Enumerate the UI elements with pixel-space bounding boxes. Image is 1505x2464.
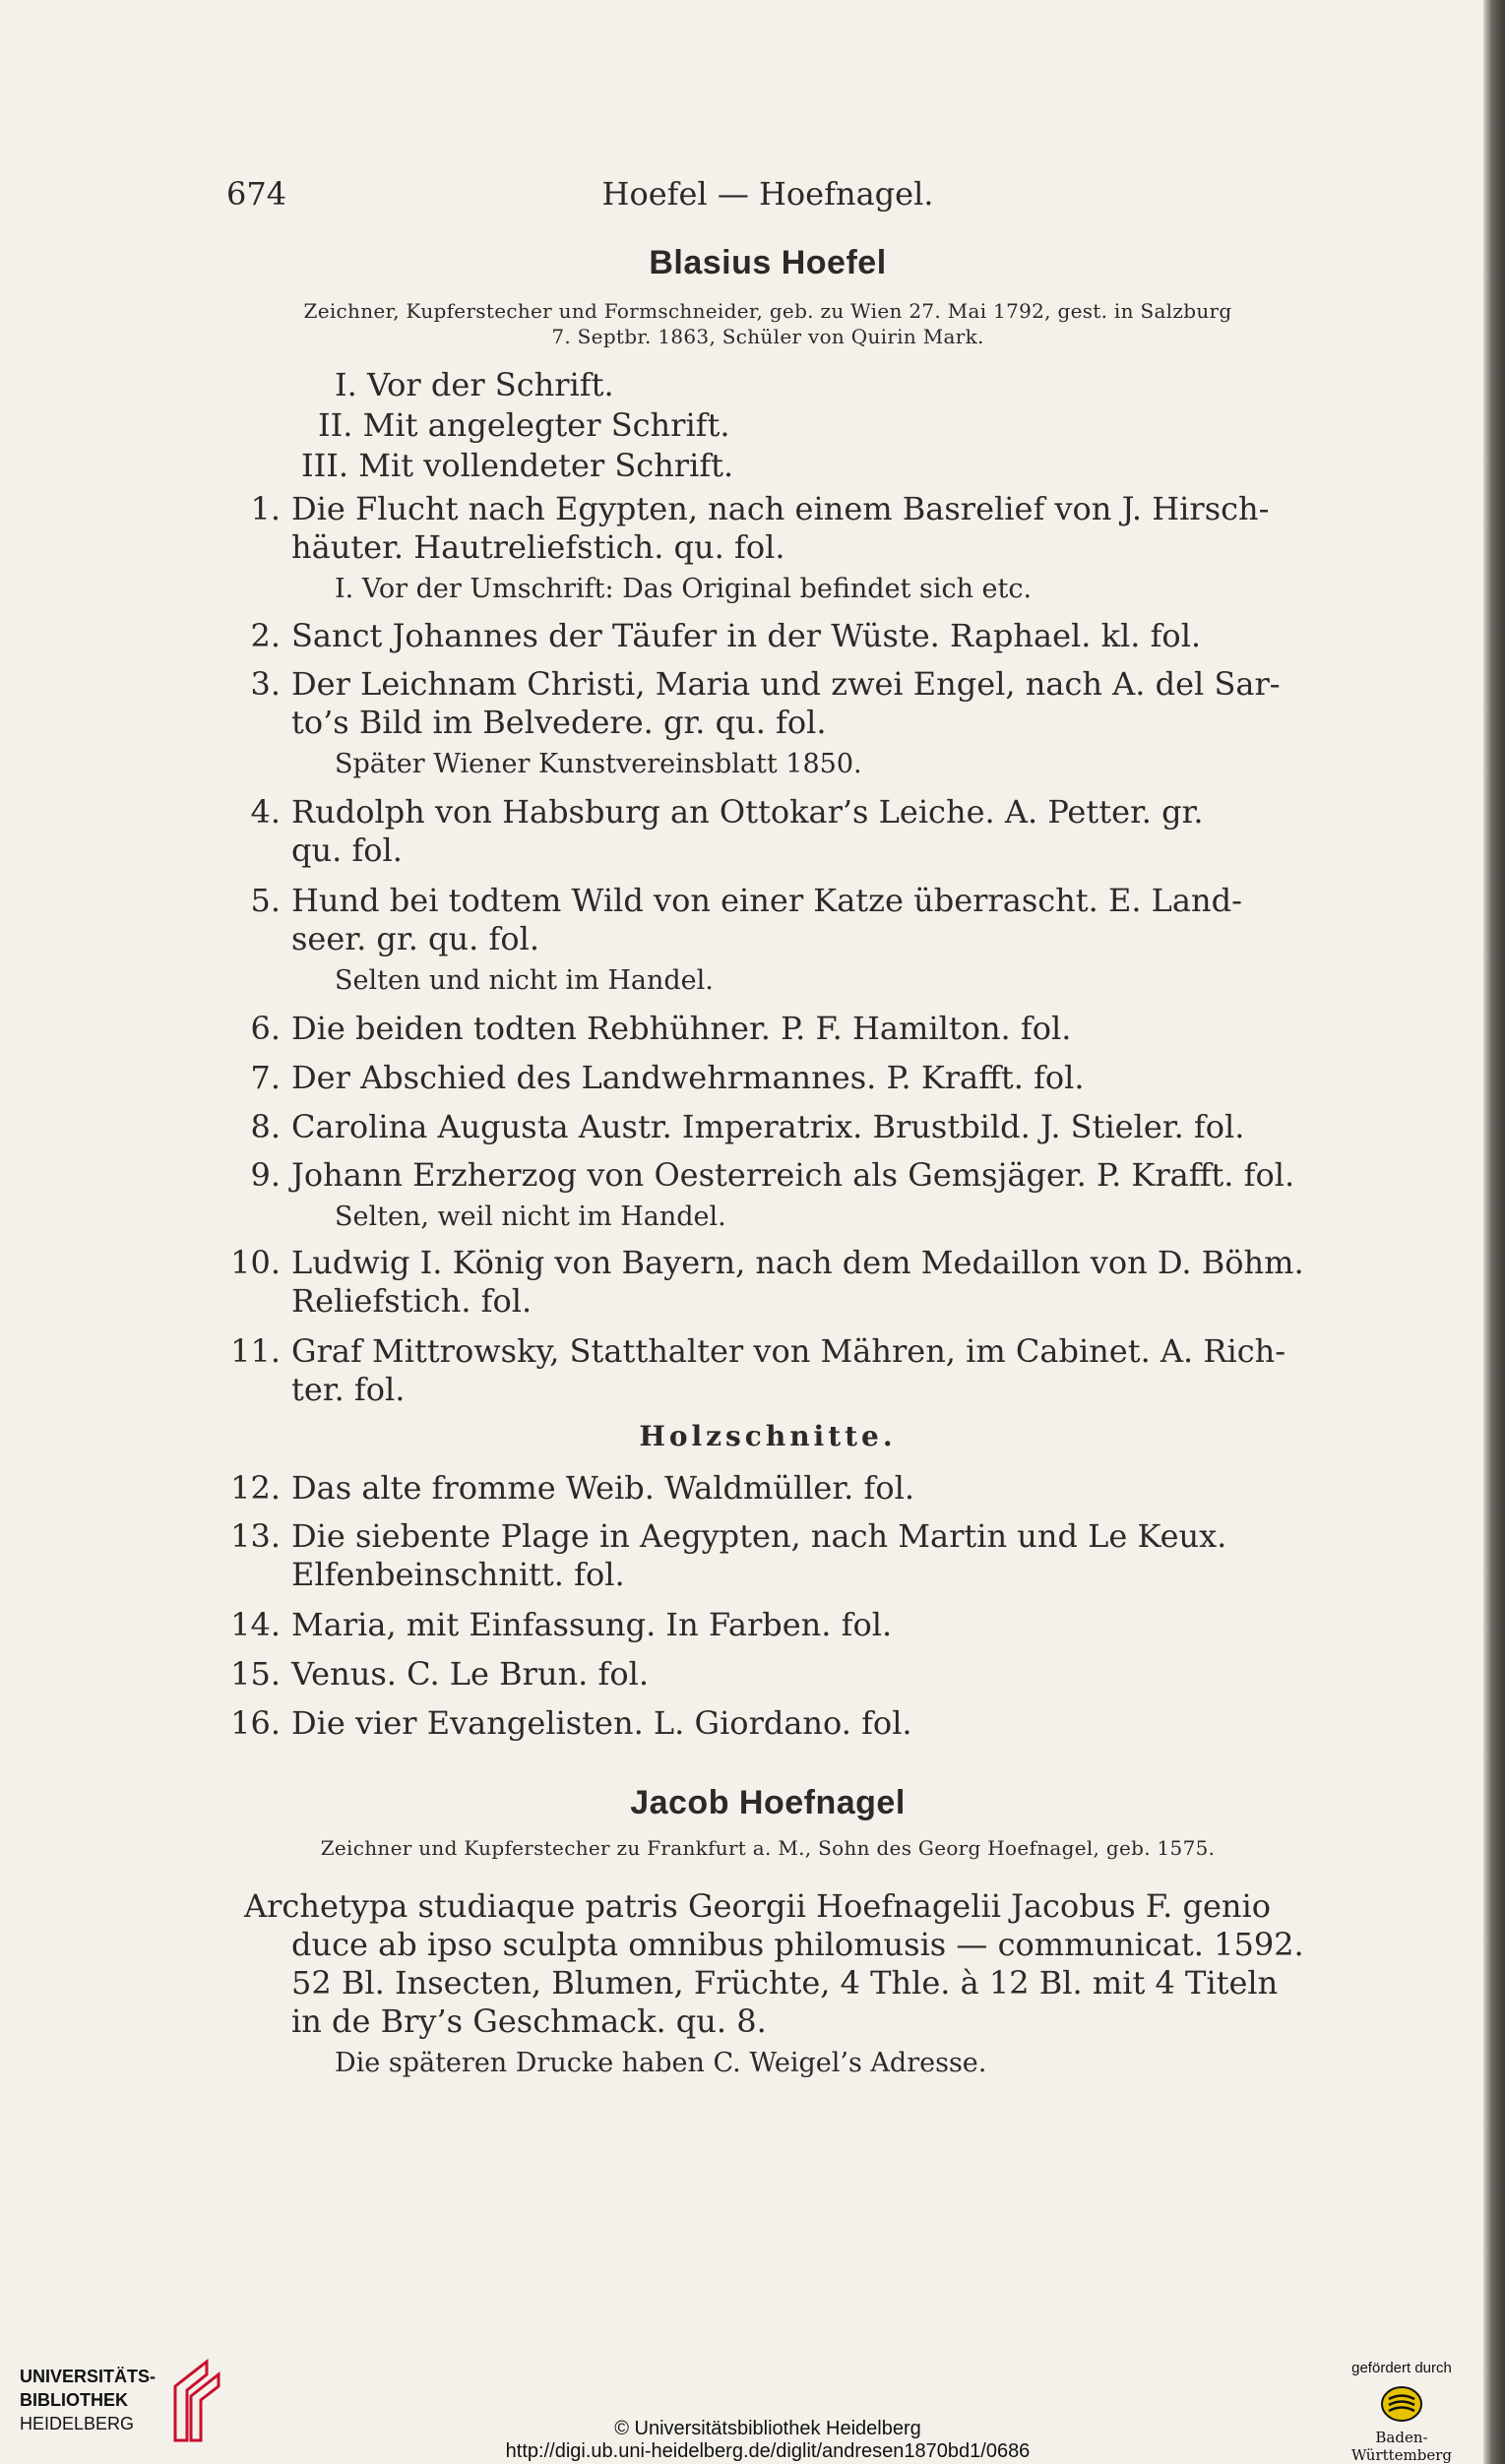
sponsor-block [1328,2360,1475,2464]
entry-number: 2. [250,617,281,654]
entry-line: Maria, mit Einfassung. In Farben. fol. [291,1606,893,1643]
entry-line: Der Leichnam Christi, Maria und zwei Engel, nach A. del Sar- [291,665,1281,703]
source-url-link[interactable]: http://digi.ub.uni-heidelberg.de/diglit/andresen1870bd1/0686 [505,2440,1031,2462]
entry-line: seer. gr. qu. fol. [291,920,539,957]
logo-line-1: UNIVERSITÄTS- [20,2367,157,2386]
entry-number: 7. [250,1059,281,1096]
library-emblem-icon [167,2357,226,2445]
entry-line: Graf Mittrowsky, Statthalter von Mähren, im Cabinet. A. Rich- [291,1332,1286,1370]
entry-line: Ludwig I. König von Bayern, nach dem Medaillon von D. Böhm. [291,1244,1304,1281]
entry-line: Die beiden todten Rebhühner. P. F. Hamilton. fol. [291,1010,1072,1047]
entry-note: Selten und nicht im Handel. [335,965,714,996]
artist-bio-line-1: Zeichner, Kupferstecher und Formschneider, geb. zu Wien 27. Mai 1792, gest. in Salzburg [303,299,1232,323]
entry-line: Der Abschied des Landwehrmannes. P. Krafft. fol. [291,1059,1085,1096]
entry-number: 11. [230,1332,281,1370]
entry-note: Später Wiener Kunstvereinsblatt 1850. [335,749,862,779]
book-edge [1483,0,1505,2464]
state-coat-of-arms-icon [1379,2384,1424,2424]
running-head [226,175,1309,215]
entry-line: Rudolph von Habsburg an Ottokar’s Leiche. A. Petter. gr. [291,793,1204,831]
entry-line: Sanct Johannes der Täufer in der Wüste. Raphael. kl. fol. [291,617,1202,654]
entry-number: 10. [230,1244,281,1281]
entry-number: 9. [250,1156,281,1194]
body-note: Die späteren Drucke haben C. Weigel’s Adresse. [335,2048,987,2078]
body-line: Archetypa studiaque patris Georgii Hoefnagelii Jacobus F. genio [244,1887,1271,1925]
entry-number: 1. [250,490,281,527]
entry-number: 3. [250,665,281,703]
entry-line: Die siebente Plage in Aegypten, nach Martin und Le Keux. [291,1517,1227,1555]
body-line: duce ab ipso sculpta omnibus philomusis — communicat. 1592. [291,1926,1304,1963]
entry-line: Die vier Evangelisten. L. Giordano. fol. [291,1704,912,1742]
artist-bio: Zeichner und Kupferstecher zu Frankfurt a. M., Sohn des Georg Hoefnagel, geb. 1575. [320,1836,1216,1860]
entry-line: qu. fol. [291,832,403,869]
entry-line: Carolina Augusta Austr. Imperatrix. Brustbild. J. Stieler. fol. [291,1108,1245,1145]
woodcuts-heading: Holzschnitte. [639,1420,897,1452]
body-line: in de Bry’s Geschmack. qu. 8. [291,2002,767,2040]
entry-number: 15. [230,1655,281,1693]
artist-name-hoefel: Blasius Hoefel [649,244,887,281]
entry-line: Das alte fromme Weib. Waldmüller. fol. [291,1469,914,1507]
entry-line: Johann Erzherzog von Oesterreich als Gemsjäger. P. Krafft. fol. [291,1156,1295,1194]
logo-line-2: BIBLIOTHEK [20,2390,128,2410]
running-title: Hoefel — Hoefnagel. [601,175,934,213]
artist-name-hoefnagel: Jacob Hoefnagel [630,1784,906,1821]
entry-number: 14. [230,1606,281,1643]
page-number: 674 [226,175,287,213]
entry-number: 12. [230,1469,281,1507]
entry-note: I. Vor der Umschrift: Das Original befindet sich etc. [335,574,1033,604]
entry-number: 6. [250,1010,281,1047]
state-1: I. Vor der Schrift. [335,366,614,403]
entry-line: Die Flucht nach Egypten, nach einem Basrelief von J. Hirsch- [291,490,1270,527]
body-line: 52 Bl. Insecten, Blumen, Früchte, 4 Thle. à 12 Bl. mit 4 Titeln [291,1964,1279,2002]
state-3: III. Mit vollendeter Schrift. [301,447,734,484]
entry-number: 5. [250,882,281,919]
entry-note: Selten, weil nicht im Handel. [335,1201,726,1232]
entry-line: Venus. C. Le Brun. fol. [291,1655,650,1693]
entry-line: Reliefstich. fol. [291,1282,533,1320]
sponsor-label: gefördert durch [1351,2360,1452,2376]
entry-line: häuter. Hautreliefstich. qu. fol. [291,528,785,566]
entry-line: Elfenbeinschnitt. fol. [291,1556,625,1593]
entry-number: 8. [250,1108,281,1145]
entry-number: 13. [230,1517,281,1555]
logo-line-3: HEIDELBERG [20,2414,135,2433]
artist-bio-line-2: 7. Septbr. 1863, Schüler von Quirin Mark. [551,325,984,348]
entry-number: 16. [230,1704,281,1742]
entry-line: Hund bei todtem Wild von einer Katze überrascht. E. Land- [291,882,1242,919]
entry-line: to’s Bild im Belvedere. gr. qu. fol. [291,704,827,741]
sponsor-name: Baden-Württemberg [1350,2429,1453,2464]
entry-number: 4. [250,793,281,831]
library-logo[interactable] [20,2357,226,2455]
state-2: II. Mit angelegter Schrift. [318,406,730,444]
entry-line: ter. fol. [291,1371,406,1408]
copyright-notice: © Universitätsbibliothek Heidelberg [614,2418,921,2439]
